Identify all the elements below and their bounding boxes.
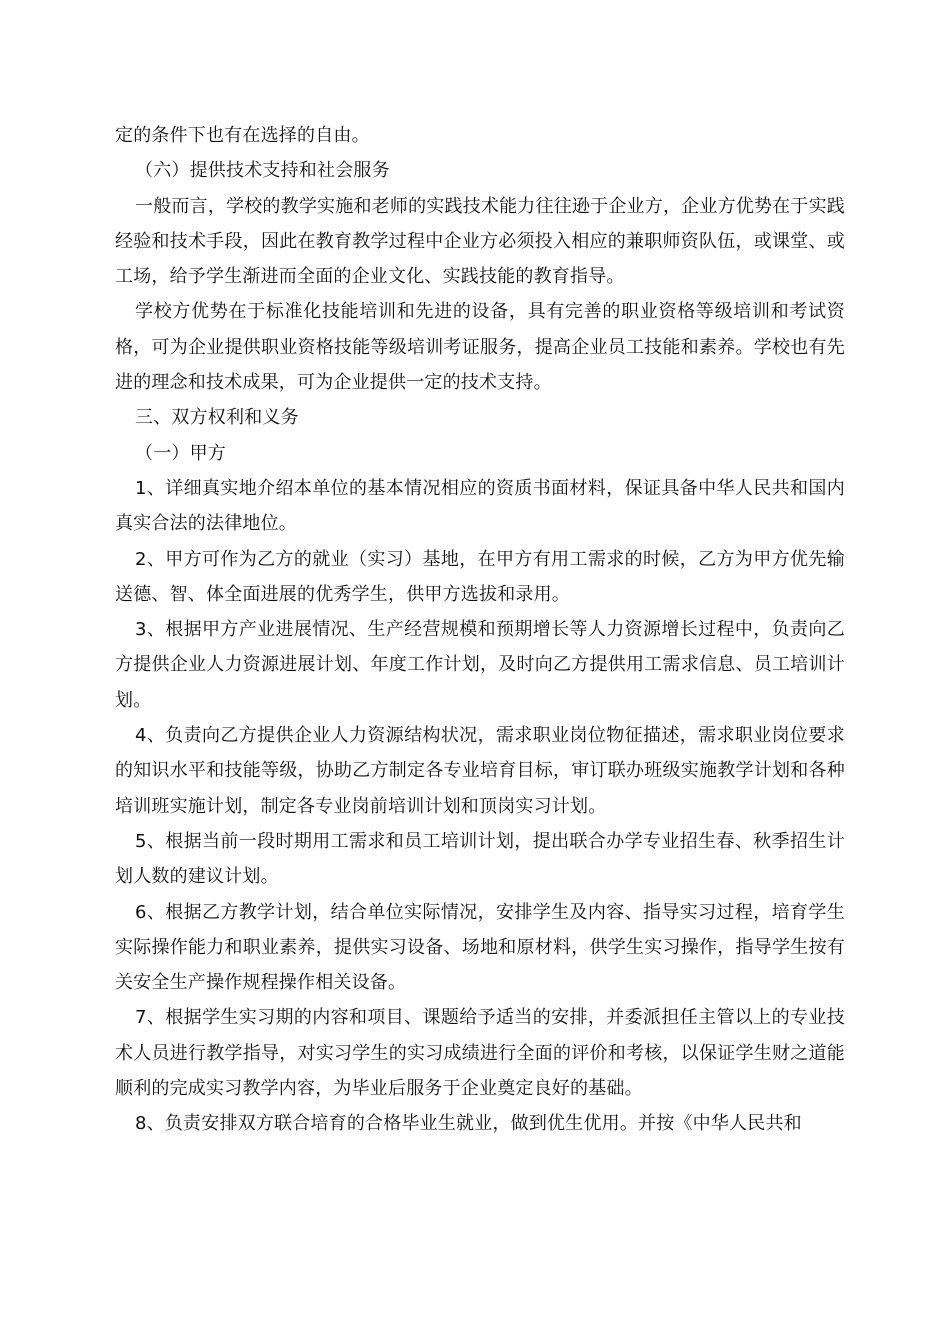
paragraph-school: 学校方优势在于标准化技能培训和先进的设备，具有完善的职业资格等级培训和考试资格，可为企业提供职业资格技能等级培训考证服务，提高企业员工技能和素养。学校也有先进的理念和技术成果，可为企业提供一定的技术支持。 xyxy=(115,301,845,394)
list-item-3: 3、根据甲方产业进展情况、生产经营规模和预期增长等人力资源增长过程中，负责向乙方提供企业人力资源进展计划、年度工作计划，及时向乙方提供用工需求信息、员工培训计划。 xyxy=(115,619,845,711)
list-item-6: 6、根据乙方教学计划，结合单位实际情况，安排学生及内容、指导实习过程，培育学生实际操作能力和职业素养，提供实习设备、场地和原材料，供学生实习操作，指导学生按有关安全生产操作规程操作相关设备。 xyxy=(115,901,845,994)
list-item-8: 8、负责安排双方联合培育的合格毕业生就业，做到优生优用。并按《中华人民共和 xyxy=(135,1113,802,1135)
section-heading-six: （六）提供技术支持和社会服务 xyxy=(135,160,390,182)
list-item-2: 2、甲方可作为乙方的就业（实习）基地，在甲方有用工需求的时候，乙方为甲方优先输送德、智、体全面进展的优秀学生，供甲方选拔和录用。 xyxy=(115,548,845,605)
paragraph-continuation: 定的条件下也有在选择的自由。 xyxy=(115,125,370,146)
subheading-party-a: （一）甲方 xyxy=(135,442,226,464)
list-item-5: 5、根据当前一段时期用工需求和员工培训计划，提出联合办学专业招生春、秋季招生计划人数的建议计划。 xyxy=(115,830,845,888)
paragraph-general: 一般而言，学校的教学实施和老师的实践技术能力往往逊于企业方，企业方优势在于实践经验和技术手段，因此在教育教学过程中企业方必须投入相应的兼职师资队伍，或课堂、或工场，给予学生渐进而全面的企业文化、实践技能的教育指导。 xyxy=(115,195,845,288)
document-page xyxy=(115,118,845,1142)
list-item-1: 1、详细真实地介绍本单位的基本情况相应的资质书面材料，保证具备中华人民共和国内真实合法的法律地位。 xyxy=(115,477,845,535)
list-item-4: 4、负责向乙方提供企业人力资源结构状况，需求职业岗位物征描述，需求职业岗位要求的知识水平和技能等级，协助乙方制定各专业培育目标，审订联办班级实施教学计划和各种培训班实施计划，制定各专业岗前培训计划和顶岗实习计划。 xyxy=(115,725,845,817)
list-item-7: 7、根据学生实习期的内容和项目、课题给予适当的安排，并委派担任主管以上的专业技术人员进行教学指导，对实习学生的实习成绩进行全面的评价和考核，以保证学生财之道能顺利的完成实习教学内容，为毕业后服务于企业奠定良好的基础。 xyxy=(115,1007,845,1100)
section-heading-three: 三、双方权利和义务 xyxy=(135,407,299,429)
